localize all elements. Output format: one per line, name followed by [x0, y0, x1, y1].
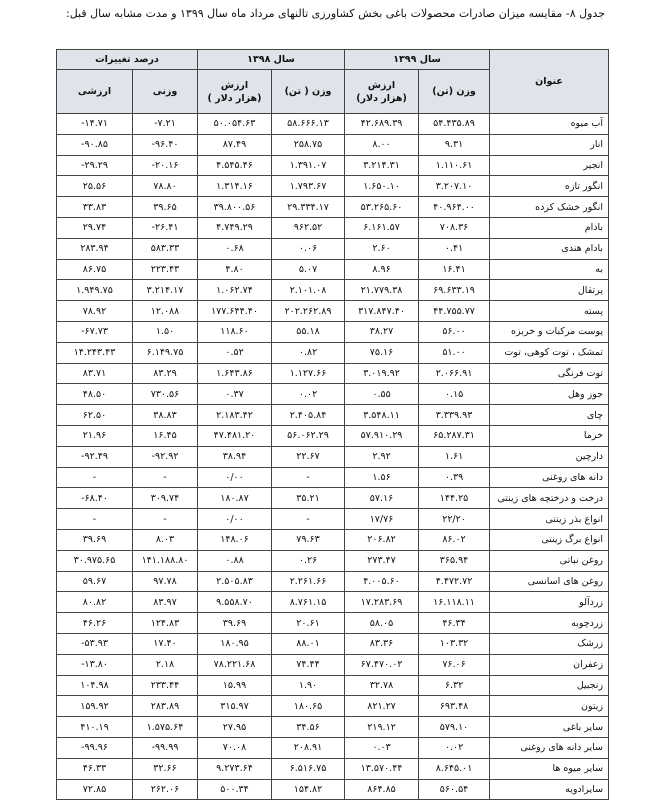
cell-pct-value: ۴۶.۳۳: [57, 758, 133, 779]
cell-weight-1398: ۱.۱۲۷.۶۶: [272, 363, 345, 384]
table-row: [57, 217, 609, 238]
cell-pct-weight: -۲۶.۴۱: [133, 217, 198, 238]
table-row: [57, 654, 609, 675]
table-row: [57, 467, 609, 488]
cell-item-name: سایر میوه ها: [490, 758, 609, 779]
cell-pct-weight: ۶.۱۴۹.۷۵: [133, 342, 198, 363]
cell-weight-1398: ۲۰۲.۲۶۲.۸۹: [272, 301, 345, 322]
cell-value-1398: ۵۰.۰۵۴.۶۳: [198, 114, 272, 135]
cell-weight-1399: ۵۷۹.۱۰: [419, 717, 490, 738]
cell-pct-value: ۱۵۹.۹۲: [57, 696, 133, 717]
cell-item-name: توت فرنگی: [490, 363, 609, 384]
cell-pct-weight: ۱.۵۷۵.۶۴: [133, 717, 198, 738]
cell-pct-value: ۴۶.۲۶: [57, 613, 133, 634]
cell-value-1398: ۴.۵۴۵.۴۶: [198, 155, 272, 176]
cell-value-1398: ۰.۳۷: [198, 384, 272, 405]
cell-pct-value: ۸۳.۷۱: [57, 363, 133, 384]
cell-weight-1399: ۸۶.۰۲: [419, 529, 490, 550]
cell-pct-weight: -۲۰.۱۶: [133, 155, 198, 176]
cell-value-1398: ۳۸.۹۴: [198, 446, 272, 467]
cell-weight-1398: ۱.۹۰: [272, 675, 345, 696]
cell-pct-weight: ۲۲۳.۴۳: [133, 259, 198, 280]
cell-weight-1399: ۴۶.۳۴: [419, 613, 490, 634]
cell-value-1398: ۴.۸۰: [198, 259, 272, 280]
cell-pct-value: ۱۰۴.۹۸: [57, 675, 133, 696]
cell-value-1399: ۰.۵۵: [345, 384, 419, 405]
header-change: درصد تغییرات: [57, 50, 198, 70]
cell-pct-weight: ۳۰۹.۷۴: [133, 488, 198, 509]
cell-pct-value: -: [57, 509, 133, 530]
cell-item-name: انار: [490, 134, 609, 155]
cell-pct-weight: ۸۳.۹۷: [133, 592, 198, 613]
cell-pct-weight: ۲۳۳.۴۴: [133, 675, 198, 696]
cell-value-1398: ۱.۶۴۳.۸۶: [198, 363, 272, 384]
cell-weight-1398: ۰.۰۲: [272, 384, 345, 405]
cell-value-1398: ۱۵.۹۹: [198, 675, 272, 696]
cell-pct-weight: ۷۳۰.۵۶: [133, 384, 198, 405]
cell-value-1398: ۱۱۸.۶۰: [198, 321, 272, 342]
cell-value-1399: ۵۳.۲۶۵.۶۰: [345, 197, 419, 218]
cell-item-name: زعفران: [490, 654, 609, 675]
cell-pct-value: ۱.۹۴۹.۷۵: [57, 280, 133, 301]
cell-value-1399: ۸۶۴.۸۵: [345, 779, 419, 800]
cell-weight-1398: ۲.۲۶۱.۶۶: [272, 571, 345, 592]
cell-value-1398: ۱۸۰.۹۵: [198, 633, 272, 654]
cell-weight-1399: ۲.۰۶۶.۹۱: [419, 363, 490, 384]
table-row: [57, 425, 609, 446]
table-row: [57, 280, 609, 301]
cell-value-1399: ۳.۰۱۹.۹۲: [345, 363, 419, 384]
cell-weight-1398: ۲.۱۰۱.۰۸: [272, 280, 345, 301]
cell-pct-value: -۹۰.۸۵: [57, 134, 133, 155]
cell-value-1399: ۰.۰۳: [345, 737, 419, 758]
table-row: [57, 176, 609, 197]
cell-item-name: زرشک: [490, 633, 609, 654]
table-row: [57, 571, 609, 592]
header-year-1398: سال ۱۳۹۸: [198, 50, 345, 70]
cell-pct-value: ۷۲.۸۵: [57, 779, 133, 800]
cell-value-1399: ۳.۲۱۴.۳۱: [345, 155, 419, 176]
cell-item-name: سایر باغی: [490, 717, 609, 738]
cell-value-1398: ۰/۰۰: [198, 467, 272, 488]
cell-item-name: پسته: [490, 301, 609, 322]
cell-pct-weight: ۳.۲۱۴.۱۷: [133, 280, 198, 301]
cell-pct-value: ۸۶.۷۵: [57, 259, 133, 280]
cell-pct-value: ۲۱.۹۶: [57, 425, 133, 446]
cell-pct-weight: ۸.۰۳: [133, 529, 198, 550]
table-row: [57, 737, 609, 758]
cell-weight-1398: ۳۴.۵۶: [272, 717, 345, 738]
cell-weight-1399: ۵۱.۰۰: [419, 342, 490, 363]
header-pct-value: ارزشی: [57, 70, 133, 114]
cell-item-name: چای: [490, 405, 609, 426]
cell-weight-1398: ۰.۲۶: [272, 550, 345, 571]
cell-value-1399: ۴۲.۶۸۹.۳۹: [345, 114, 419, 135]
cell-value-1399: ۲.۹۲: [345, 446, 419, 467]
cell-value-1399: ۲۰۶.۸۲: [345, 529, 419, 550]
cell-weight-1399: ۰.۰۲: [419, 737, 490, 758]
cell-value-1399: ۶۷.۴۷۰.۰۲: [345, 654, 419, 675]
cell-pct-weight: ۱۲۴.۸۳: [133, 613, 198, 634]
cell-value-1399: ۸.۰۰: [345, 134, 419, 155]
cell-value-1399: ۵۸.۰۵: [345, 613, 419, 634]
cell-weight-1398: ۵۸.۶۶۶.۱۳: [272, 114, 345, 135]
table-row: [57, 613, 609, 634]
cell-weight-1399: ۶۵.۲۸۷.۳۱: [419, 425, 490, 446]
table-row: [57, 155, 609, 176]
table-row: [57, 238, 609, 259]
table-row: [57, 592, 609, 613]
cell-value-1398: ۴۷.۴۸۱.۲۰: [198, 425, 272, 446]
cell-item-name: انواع برگ زینتی: [490, 529, 609, 550]
cell-weight-1399: ۰.۳۹: [419, 467, 490, 488]
cell-value-1398: ۰.۶۸: [198, 238, 272, 259]
cell-value-1399: ۵۷.۱۶: [345, 488, 419, 509]
cell-weight-1399: ۳۶۵.۹۴: [419, 550, 490, 571]
cell-value-1398: ۰.۵۲: [198, 342, 272, 363]
cell-weight-1399: ۳.۳۳۹.۹۳: [419, 405, 490, 426]
cell-pct-value: -۲۹.۲۹: [57, 155, 133, 176]
cell-pct-value: -۱۴.۷۱: [57, 114, 133, 135]
cell-value-1399: ۱۷/۷۶: [345, 509, 419, 530]
cell-value-1398: ۴.۷۴۹.۲۹: [198, 217, 272, 238]
cell-value-1399: ۸۳.۳۶: [345, 633, 419, 654]
cell-weight-1399: ۵۶۰.۵۴: [419, 779, 490, 800]
cell-weight-1399: ۰.۴۱: [419, 238, 490, 259]
cell-item-name: به: [490, 259, 609, 280]
cell-value-1399: ۳۱۷.۸۴۷.۴۰: [345, 301, 419, 322]
cell-weight-1398: ۹۶۲.۵۲: [272, 217, 345, 238]
cell-value-1399: ۴.۰۰۵.۶۰: [345, 571, 419, 592]
table-row: [57, 114, 609, 135]
cell-value-1398: ۳۱۵.۹۷: [198, 696, 272, 717]
cell-item-name: آب میوه: [490, 114, 609, 135]
cell-value-1399: ۳۲.۷۸: [345, 675, 419, 696]
cell-pct-weight: ۵۸۳.۳۳: [133, 238, 198, 259]
table-caption: جدول ۸- مقایسه میزان صادرات محصولات باغی بخش کشاورزی تالنهای مرداد ماه سال ۱۳۹۹ و مدت مشابه سال قبل:: [66, 7, 605, 20]
cell-pct-weight: -: [133, 467, 198, 488]
cell-value-1398: ۳۹.۶۹: [198, 613, 272, 634]
cell-value-1399: ۸۲۱.۲۷: [345, 696, 419, 717]
cell-pct-value: ۳۹.۶۹: [57, 529, 133, 550]
cell-weight-1398: ۱.۷۹۳.۶۷: [272, 176, 345, 197]
cell-item-name: دارچین: [490, 446, 609, 467]
cell-value-1399: ۷۵.۱۶: [345, 342, 419, 363]
cell-weight-1398: ۵.۰۷: [272, 259, 345, 280]
cell-item-name: درخت و درختچه های زینتی: [490, 488, 609, 509]
cell-value-1398: ۹.۵۵۸.۷۰: [198, 592, 272, 613]
cell-value-1398: ۱۸۰.۸۷: [198, 488, 272, 509]
cell-pct-weight: -۹۲.۹۲: [133, 446, 198, 467]
cell-value-1399: ۶.۱۶۱.۵۷: [345, 217, 419, 238]
table-row: [57, 717, 609, 738]
header-value-1399-line2: (هزار دلار): [356, 92, 407, 104]
cell-pct-value: ۲۸۳.۹۴: [57, 238, 133, 259]
cell-value-1399: ۱۷.۲۸۳.۶۹: [345, 592, 419, 613]
header-value-1398-line1: ارزش: [220, 79, 249, 91]
cell-value-1398: ۲.۵۰۵.۸۳: [198, 571, 272, 592]
table-row: [57, 633, 609, 654]
cell-value-1398: ۱.۳۱۴.۱۶: [198, 176, 272, 197]
cell-weight-1398: ۰.۰۶: [272, 238, 345, 259]
cell-pct-weight: -: [133, 509, 198, 530]
cell-value-1399: ۱۳.۵۷۰.۴۴: [345, 758, 419, 779]
cell-pct-value: -: [57, 467, 133, 488]
cell-value-1398: ۷۸.۲۲۱.۶۸: [198, 654, 272, 675]
cell-weight-1398: ۵۵.۱۸: [272, 321, 345, 342]
cell-weight-1398: ۲۰۸.۹۱: [272, 737, 345, 758]
cell-item-name: انواع بذر زینتی: [490, 509, 609, 530]
cell-value-1398: ۸۷.۴۹: [198, 134, 272, 155]
header-value-1399-line1: ارزش: [367, 79, 396, 91]
cell-pct-value: ۵۹.۶۷: [57, 571, 133, 592]
cell-pct-weight: -۹۶.۴۰: [133, 134, 198, 155]
cell-weight-1399: ۱.۱۱۰.۶۱: [419, 155, 490, 176]
table-row: [57, 301, 609, 322]
table-row: [57, 134, 609, 155]
header-item: عنوان: [490, 50, 609, 114]
table-row: [57, 509, 609, 530]
cell-weight-1399: ۷۶.۰۶: [419, 654, 490, 675]
cell-weight-1398: -: [272, 509, 345, 530]
cell-value-1399: ۸.۹۶: [345, 259, 419, 280]
cell-pct-value: ۸۰.۸۲: [57, 592, 133, 613]
cell-pct-value: -۹۲.۴۹: [57, 446, 133, 467]
header-value-1398-line2: (هزار دلار ): [207, 92, 262, 104]
cell-weight-1399: ۱۶.۱۱۸.۱۱: [419, 592, 490, 613]
cell-value-1398: ۹.۲۷۳.۶۴: [198, 758, 272, 779]
cell-pct-value: -۶۸.۴۰: [57, 488, 133, 509]
cell-pct-value: ۲۹.۷۴: [57, 217, 133, 238]
cell-item-name: روغن های اسانسی: [490, 571, 609, 592]
cell-value-1399: ۲۱۹.۱۲: [345, 717, 419, 738]
cell-pct-value: ۳۳.۸۳: [57, 197, 133, 218]
cell-weight-1399: ۹.۳۱: [419, 134, 490, 155]
table-row: [57, 321, 609, 342]
cell-weight-1398: ۰.۸۲: [272, 342, 345, 363]
cell-weight-1399: ۴۴.۷۵۵.۷۷: [419, 301, 490, 322]
cell-weight-1399: ۷۰۸.۳۶: [419, 217, 490, 238]
cell-weight-1398: ۲۵۸.۷۵: [272, 134, 345, 155]
cell-pct-weight: -۹۹.۹۹: [133, 737, 198, 758]
table-body: [57, 114, 609, 800]
cell-item-name: دانه های روغنی: [490, 467, 609, 488]
cell-pct-weight: ۱۲.۰۸۸: [133, 301, 198, 322]
cell-pct-weight: ۳۹.۶۵: [133, 197, 198, 218]
cell-pct-weight: ۳۲.۶۶: [133, 758, 198, 779]
cell-pct-value: ۱۴.۲۴۳.۴۳: [57, 342, 133, 363]
header-weight-1398: وزن ( تن): [272, 70, 345, 114]
cell-item-name: تمشک ، توت کوهی، توت: [490, 342, 609, 363]
cell-pct-value: ۶۲.۵۰: [57, 405, 133, 426]
cell-weight-1398: ۱.۳۹۱.۰۷: [272, 155, 345, 176]
cell-pct-value: -۱۳.۸۰: [57, 654, 133, 675]
table-row: [57, 259, 609, 280]
table-row: [57, 758, 609, 779]
table-row: [57, 675, 609, 696]
cell-value-1399: ۲.۶۰: [345, 238, 419, 259]
cell-value-1398: ۳۹.۸۰۰.۵۶: [198, 197, 272, 218]
table-row: [57, 696, 609, 717]
table-row: [57, 488, 609, 509]
cell-pct-weight: ۲۸۳.۸۹: [133, 696, 198, 717]
cell-pct-value: ۷۸.۹۲: [57, 301, 133, 322]
table-row: [57, 446, 609, 467]
cell-item-name: سایرادویه: [490, 779, 609, 800]
cell-weight-1399: ۲۲/۲۰: [419, 509, 490, 530]
header-value-1399: [345, 70, 419, 114]
table-row: [57, 405, 609, 426]
cell-value-1399: ۱.۶۵۰.۱۰: [345, 176, 419, 197]
cell-pct-weight: ۲.۱۸: [133, 654, 198, 675]
header-weight-1399: وزن (تن): [419, 70, 490, 114]
cell-pct-value: -۵۳.۹۳: [57, 633, 133, 654]
cell-pct-weight: ۹۷.۷۸: [133, 571, 198, 592]
cell-value-1398: ۱.۰۶۲.۷۴: [198, 280, 272, 301]
cell-weight-1399: ۱۴۴.۲۵: [419, 488, 490, 509]
cell-value-1398: ۷۰.۰۸: [198, 737, 272, 758]
cell-pct-weight: ۱۷.۴۰: [133, 633, 198, 654]
cell-item-name: روغن نباتی: [490, 550, 609, 571]
cell-value-1399: ۲۱.۷۷۹.۳۸: [345, 280, 419, 301]
cell-weight-1399: ۶۹۳.۴۸: [419, 696, 490, 717]
cell-item-name: بادام: [490, 217, 609, 238]
cell-pct-weight: ۲۶۲.۰۶: [133, 779, 198, 800]
cell-item-name: زنجبیل: [490, 675, 609, 696]
cell-weight-1398: ۲۲.۶۷: [272, 446, 345, 467]
cell-item-name: پوست مرکبات و خربزه: [490, 321, 609, 342]
cell-item-name: زردآلو: [490, 592, 609, 613]
cell-weight-1399: ۵۴.۴۳۵.۸۹: [419, 114, 490, 135]
cell-value-1398: ۰/۰۰: [198, 509, 272, 530]
cell-item-name: زردچوبه: [490, 613, 609, 634]
cell-value-1398: ۱۴۸.۰۶: [198, 529, 272, 550]
cell-weight-1398: ۸.۷۶۱.۱۵: [272, 592, 345, 613]
table-row: [57, 384, 609, 405]
cell-pct-weight: ۷۸.۸۰: [133, 176, 198, 197]
cell-weight-1399: ۱۶.۴۱: [419, 259, 490, 280]
cell-pct-weight: -۷.۲۱: [133, 114, 198, 135]
cell-weight-1398: ۲.۴۰۵.۸۴: [272, 405, 345, 426]
cell-item-name: بادام هندی: [490, 238, 609, 259]
cell-pct-value: -۹۹.۹۶: [57, 737, 133, 758]
cell-pct-weight: ۸۳.۲۹: [133, 363, 198, 384]
table-row: [57, 342, 609, 363]
cell-pct-weight: ۱۶.۴۵: [133, 425, 198, 446]
cell-weight-1398: ۱۵۴.۸۲: [272, 779, 345, 800]
table-row: [57, 779, 609, 800]
cell-weight-1398: ۲۰.۶۱: [272, 613, 345, 634]
cell-weight-1399: ۴.۴۷۲.۷۲: [419, 571, 490, 592]
header-value-1398: [198, 70, 272, 114]
cell-value-1399: ۳۸.۲۷: [345, 321, 419, 342]
cell-weight-1399: ۶.۳۲: [419, 675, 490, 696]
cell-weight-1399: ۴۰.۹۶۴.۰۰: [419, 197, 490, 218]
cell-pct-weight: ۱.۵۰: [133, 321, 198, 342]
cell-item-name: پرتقال: [490, 280, 609, 301]
cell-value-1398: ۲.۱۸۳.۴۲: [198, 405, 272, 426]
cell-item-name: انگور خشک کرده: [490, 197, 609, 218]
table-row: [57, 529, 609, 550]
cell-weight-1399: ۱.۶۱: [419, 446, 490, 467]
cell-pct-value: ۴۱۰.۱۹: [57, 717, 133, 738]
cell-weight-1398: ۵۶.۰۶۲.۲۹: [272, 425, 345, 446]
cell-weight-1399: ۵۶.۰۰: [419, 321, 490, 342]
cell-pct-value: -۶۷.۷۳: [57, 321, 133, 342]
cell-item-name: انگور تازه: [490, 176, 609, 197]
cell-pct-value: ۴۸.۵۰: [57, 384, 133, 405]
table-row: [57, 550, 609, 571]
cell-weight-1398: ۳۵.۲۱: [272, 488, 345, 509]
cell-pct-value: ۳۰.۹۷۵.۶۵: [57, 550, 133, 571]
table-row: [57, 363, 609, 384]
cell-item-name: سایر دانه های روغنی: [490, 737, 609, 758]
cell-weight-1398: -: [272, 467, 345, 488]
header-year-1399: سال ۱۳۹۹: [345, 50, 490, 70]
cell-weight-1398: ۶.۵۱۶.۷۵: [272, 758, 345, 779]
cell-value-1399: ۲۷۳.۴۷: [345, 550, 419, 571]
cell-weight-1398: ۲۹.۳۳۴.۱۷: [272, 197, 345, 218]
cell-weight-1399: ۸.۶۴۵.۰۱: [419, 758, 490, 779]
cell-value-1399: ۵۷.۹۱۰.۲۹: [345, 425, 419, 446]
cell-weight-1398: ۱۸۰.۶۵: [272, 696, 345, 717]
cell-value-1398: ۱۷۷.۶۴۴.۴۰: [198, 301, 272, 322]
cell-value-1398: ۵۰۰.۳۴: [198, 779, 272, 800]
cell-pct-weight: ۳۸.۸۳: [133, 405, 198, 426]
export-comparison-table: [56, 49, 609, 800]
cell-pct-value: ۲۵.۵۶: [57, 176, 133, 197]
cell-weight-1399: ۱۰۳.۳۲: [419, 633, 490, 654]
cell-weight-1398: ۸۸.۰۱: [272, 633, 345, 654]
cell-weight-1399: ۳.۲۰۷.۱۰: [419, 176, 490, 197]
cell-weight-1398: ۷۴.۴۴: [272, 654, 345, 675]
cell-value-1398: ۲۷.۹۵: [198, 717, 272, 738]
cell-weight-1399: ۰.۱۵: [419, 384, 490, 405]
cell-value-1399: ۳.۵۴۸.۱۱: [345, 405, 419, 426]
cell-weight-1399: ۶۹.۶۳۳.۱۹: [419, 280, 490, 301]
cell-item-name: جوز وهل: [490, 384, 609, 405]
header-row-top: [57, 50, 609, 70]
cell-item-name: خرما: [490, 425, 609, 446]
cell-item-name: انجیر: [490, 155, 609, 176]
cell-value-1398: ۰.۸۸: [198, 550, 272, 571]
cell-weight-1398: ۷۹.۶۳: [272, 529, 345, 550]
header-pct-weight: وزنی: [133, 70, 198, 114]
table-row: [57, 197, 609, 218]
cell-value-1399: ۱.۵۶: [345, 467, 419, 488]
cell-pct-weight: ۱۴۱.۱۸۸.۸۰: [133, 550, 198, 571]
cell-item-name: زیتون: [490, 696, 609, 717]
